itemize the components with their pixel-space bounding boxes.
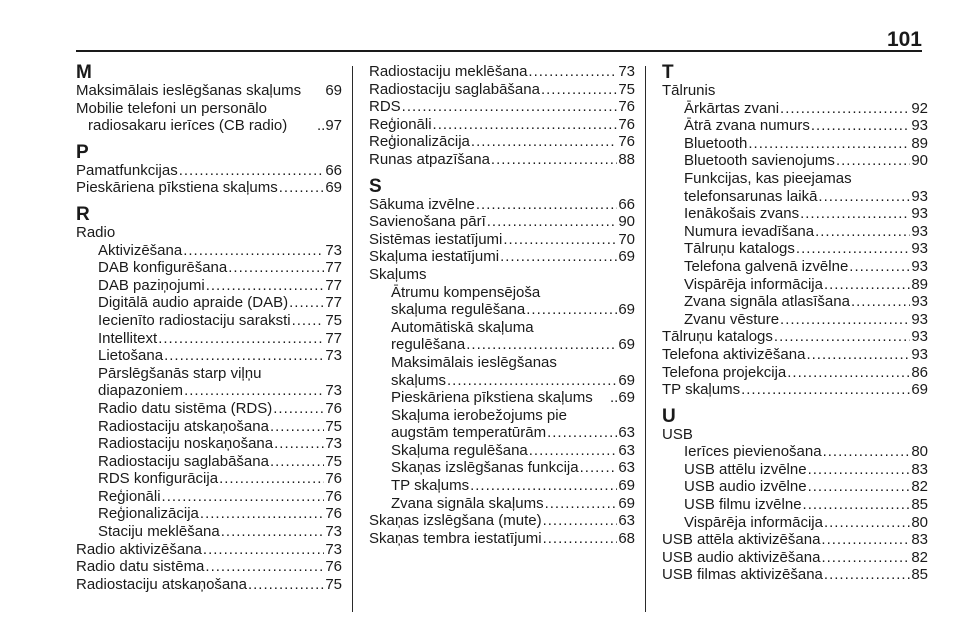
index-entry xyxy=(662,364,928,382)
entry-label: DAB paziņojumi xyxy=(98,276,205,294)
entry-page: 93 xyxy=(911,187,928,205)
index-entry xyxy=(369,213,635,231)
entry-dots xyxy=(164,347,324,365)
entry-label: USB audio aktivizēšana xyxy=(662,548,821,566)
entry-label: Iecienīto radiostaciju saraksti xyxy=(98,311,291,329)
entry-label: Skaļuma regulēšana xyxy=(391,441,528,459)
index-entry xyxy=(369,389,635,407)
entry-page: 76 xyxy=(325,558,342,576)
section-letter: R xyxy=(76,203,90,225)
index-entry xyxy=(76,576,342,594)
entry-page: 85 xyxy=(911,566,928,584)
entry-label: Skaņas izslēgšana (mute) xyxy=(369,512,542,530)
entry-page: 73 xyxy=(325,347,342,365)
entry-label: USB filmas aktivizēšana xyxy=(662,566,823,584)
entry-page: 75 xyxy=(325,575,342,593)
entry-label: Savienošana pārī xyxy=(369,213,486,231)
entry-page: 69 xyxy=(618,389,635,407)
entry-label: Telefona aktivizēšana xyxy=(662,345,806,363)
entry-label: Skaļuma iestatījumi xyxy=(369,248,500,266)
entry-page: 69 xyxy=(618,248,635,266)
index-entry xyxy=(662,531,928,549)
index-entry xyxy=(76,558,342,576)
entry-label: USB audio izvēlne xyxy=(684,478,807,496)
index-entry xyxy=(369,459,635,477)
entry-dots xyxy=(824,276,910,294)
entry-page: 89 xyxy=(911,275,928,293)
entry-dots xyxy=(248,576,324,594)
index-entry xyxy=(369,372,635,390)
index-entry xyxy=(662,496,928,514)
index-heading: Tālrunis xyxy=(662,82,716,99)
entry-label: Reģionāli xyxy=(369,115,432,133)
index-entry xyxy=(76,382,342,400)
entry-label: RDS konfigurācija xyxy=(98,470,219,488)
entry-page: 69 xyxy=(618,301,635,319)
entry-page: 63 xyxy=(618,424,635,442)
entry-page: 77 xyxy=(325,259,342,277)
index-entry xyxy=(76,453,342,471)
entry-page: 76 xyxy=(325,505,342,523)
entry-dots xyxy=(808,478,911,496)
entry-label: Ierīces pievienošana xyxy=(684,443,822,461)
entry-dots xyxy=(808,461,911,479)
section-letter: M xyxy=(76,62,92,83)
entry-dots xyxy=(543,512,618,530)
entry-dots xyxy=(203,541,324,559)
index-entry xyxy=(662,549,928,567)
index-entry xyxy=(662,346,928,364)
entry-label: skaļums xyxy=(391,371,447,389)
entry-page: 80 xyxy=(911,443,928,461)
entry-page: 80 xyxy=(911,513,928,531)
entry-page: 68 xyxy=(618,529,635,547)
entry-page: 97 xyxy=(325,117,342,135)
index-entry-line: Skaļuma ierobežojums pie xyxy=(391,406,567,424)
entry-label: Ienākošais zvans xyxy=(684,205,800,223)
index-entry xyxy=(662,328,928,346)
entry-dots: .. xyxy=(609,389,619,407)
index-entry-line: Maksimālais ieslēgšanas xyxy=(391,353,557,371)
entry-label: radiosakaru ierīces (CB radio) xyxy=(88,117,288,135)
index-entry xyxy=(369,512,635,530)
entry-dots xyxy=(184,382,324,400)
entry-label: RDS xyxy=(369,98,401,116)
entry-label: DAB konfigurēšana xyxy=(98,259,228,277)
entry-label: Radiostaciju atskaņošana xyxy=(76,575,247,593)
index-entry xyxy=(662,223,928,241)
entry-dots xyxy=(528,63,617,81)
entry-dots xyxy=(183,242,324,260)
entry-dots xyxy=(824,566,910,584)
index-column-1 xyxy=(76,63,342,593)
entry-dots xyxy=(471,133,617,151)
entry-dots xyxy=(402,98,618,116)
entry-page: 92 xyxy=(911,99,928,117)
index-entry xyxy=(76,312,342,330)
index-heading: Radio xyxy=(76,223,116,241)
index-entry xyxy=(76,400,342,418)
entry-dots xyxy=(580,459,618,477)
entry-dots xyxy=(774,328,910,346)
entry-page: 69 xyxy=(618,494,635,512)
entry-label: USB filmu izvēlne xyxy=(684,496,802,514)
entry-dots xyxy=(815,223,910,241)
entry-gap xyxy=(301,82,325,100)
index-entry-line: Automātiskā skaļuma xyxy=(391,318,534,336)
entry-dots xyxy=(803,496,911,514)
entry-dots xyxy=(279,179,325,197)
entry-label: Reģionalizācija xyxy=(369,133,470,151)
entry-dots xyxy=(206,277,325,295)
index-entry-line: Pārslēgšanās starp viļņu xyxy=(98,364,262,382)
index-entry xyxy=(662,276,928,294)
entry-label: Zvana signāla skaļums xyxy=(391,494,544,512)
entry-label: Intellitext xyxy=(98,329,158,347)
entry-page: 69 xyxy=(911,381,928,399)
index-entry xyxy=(369,196,635,214)
entry-label: Radio datu sistēma (RDS) xyxy=(98,399,273,417)
index-entry xyxy=(369,301,635,319)
entry-label: Ārkārtas zvani xyxy=(684,99,780,117)
entry-label: regulēšana xyxy=(391,336,466,354)
entry-dots xyxy=(796,240,910,258)
entry-dots xyxy=(500,248,617,266)
index-entry xyxy=(369,495,635,513)
entry-dots xyxy=(447,372,617,390)
entry-dots xyxy=(205,558,324,576)
entry-page: 76 xyxy=(618,98,635,116)
entry-label: Tālruņu katalogs xyxy=(684,240,795,258)
index-entry xyxy=(76,347,342,365)
entry-label: Radiostaciju noskaņošana xyxy=(98,435,274,453)
entry-dots xyxy=(503,231,617,249)
index-column-2 xyxy=(369,63,635,547)
entry-dots xyxy=(806,346,910,364)
entry-page: 76 xyxy=(325,399,342,417)
index-entry xyxy=(76,294,342,312)
section-letter: P xyxy=(76,141,89,163)
entry-dots xyxy=(274,435,324,453)
entry-dots xyxy=(818,188,910,206)
index-entry xyxy=(662,566,928,584)
index-entry xyxy=(662,240,928,258)
entry-label: Ātrā zvana numurs xyxy=(684,117,810,135)
entry-page: 77 xyxy=(325,294,342,312)
entry-label: TP skaļums xyxy=(391,477,470,495)
entry-label: diapazoniem xyxy=(98,382,184,400)
entry-dots xyxy=(526,301,617,319)
entry-dots xyxy=(836,152,910,170)
entry-page: 66 xyxy=(325,161,342,179)
index-entry xyxy=(662,100,928,118)
entry-dots xyxy=(470,477,617,495)
entry-page: 75 xyxy=(325,452,342,470)
entry-label: Staciju meklēšana xyxy=(98,523,220,541)
entry-label: Radiostaciju atskaņošana xyxy=(98,417,269,435)
entry-label: Vispārēja informācija xyxy=(684,513,823,531)
entry-dots xyxy=(491,151,617,169)
index-entry xyxy=(662,311,928,329)
entry-label: Radiostaciju saglabāšana xyxy=(369,80,540,98)
entry-page: 89 xyxy=(911,134,928,152)
index-entry xyxy=(76,523,342,541)
entry-label: telefonsarunas laikā xyxy=(684,187,818,205)
entry-label: Maksimālais ieslēgšanas skaļums xyxy=(76,82,302,99)
entry-page: 93 xyxy=(911,205,928,223)
entry-dots xyxy=(821,531,910,549)
index-entry xyxy=(369,336,635,354)
entry-dots xyxy=(780,100,910,118)
entry-label: Digitālā audio apraide (DAB) xyxy=(98,294,289,312)
index-entry xyxy=(76,470,342,488)
entry-page: 69 xyxy=(618,477,635,495)
entry-page: 93 xyxy=(911,222,928,240)
entry-label: Reģionalizācija xyxy=(98,505,199,523)
index-entry xyxy=(76,242,342,260)
entry-page: 69 xyxy=(618,371,635,389)
entry-page: 73 xyxy=(325,540,342,558)
entry-page: 77 xyxy=(325,276,342,294)
index-entry xyxy=(76,541,342,559)
index-entry xyxy=(662,117,928,135)
index-entry xyxy=(76,330,342,348)
column-divider xyxy=(352,66,353,612)
entry-page: 82 xyxy=(911,478,928,496)
entry-dots xyxy=(851,293,910,311)
entry-page: 73 xyxy=(325,382,342,400)
entry-page: 83 xyxy=(911,460,928,478)
entry-label: Zvanu vēsture xyxy=(684,310,780,328)
entry-page: 76 xyxy=(618,115,635,133)
index-entry-line: Ātrumu kompensējoša xyxy=(391,283,541,301)
entry-label: Telefona galvenā izvēlne xyxy=(684,257,849,275)
section-letter: S xyxy=(369,175,382,197)
index-entry xyxy=(369,98,635,116)
entry-dots xyxy=(487,213,618,231)
entry-label: Bluetooth xyxy=(684,134,748,152)
entry-label: Radiostaciju meklēšana xyxy=(369,63,528,80)
entry-label: Pieskāriena pīkstiena skaļums xyxy=(391,389,593,407)
entry-page: 88 xyxy=(618,150,635,168)
entry-label: Radio aktivizēšana xyxy=(76,540,202,558)
entry-label: Runas atpazīšana xyxy=(369,150,490,168)
index-entry xyxy=(369,81,635,99)
index-heading: USB xyxy=(662,425,693,443)
index-entry xyxy=(662,205,928,223)
entry-dots xyxy=(529,442,618,460)
entry-label: Lietošana xyxy=(98,347,164,365)
entry-dots xyxy=(823,443,911,461)
entry-label: USB attēla aktivizēšana xyxy=(662,531,821,549)
index-entry xyxy=(369,151,635,169)
entry-label: TP skaļums xyxy=(662,381,741,399)
entry-label: Aktivizēšana xyxy=(98,241,183,259)
index-entry xyxy=(369,248,635,266)
index-entry xyxy=(76,117,342,135)
index-entry xyxy=(662,293,928,311)
index-entry xyxy=(76,435,342,453)
column-divider xyxy=(645,66,646,612)
entry-label: Pieskāriena pīkstiena skaļums xyxy=(76,179,278,197)
entry-page: 73 xyxy=(618,63,635,80)
entry-page: 69 xyxy=(618,336,635,354)
entry-dots xyxy=(292,312,325,330)
entry-dots xyxy=(466,336,617,354)
entry-dots xyxy=(200,505,324,523)
index-entry xyxy=(662,514,928,532)
entry-label: Reģionāli xyxy=(98,487,161,505)
entry-label: Radiostaciju saglabāšana xyxy=(98,452,269,470)
index-entry-line: Mobilie telefoni un personālo xyxy=(76,99,267,117)
section-letter: U xyxy=(662,405,676,427)
index-entry xyxy=(369,63,635,81)
index-entry xyxy=(369,231,635,249)
entry-label: Sistēmas iestatījumi xyxy=(369,230,503,248)
index-entry xyxy=(662,258,928,276)
entry-page: 69 xyxy=(325,179,342,197)
page-number: 101 xyxy=(886,28,922,51)
entry-dots xyxy=(800,205,910,223)
entry-dots: .. xyxy=(316,117,326,135)
entry-dots xyxy=(543,530,618,548)
entry-label: Pamatfunkcijas xyxy=(76,161,178,179)
entry-dots xyxy=(162,488,325,506)
entry-page: 73 xyxy=(325,435,342,453)
entry-dots xyxy=(273,400,324,418)
index-entry xyxy=(76,277,342,295)
entry-page: 76 xyxy=(618,133,635,151)
entry-dots xyxy=(545,495,618,513)
index-entry xyxy=(662,443,928,461)
entry-page: 83 xyxy=(911,531,928,549)
entry-dots xyxy=(476,196,617,214)
entry-page: 66 xyxy=(618,195,635,213)
entry-page: 86 xyxy=(911,363,928,381)
index-entry xyxy=(369,116,635,134)
entry-page: 69 xyxy=(325,82,342,99)
entry-page: 63 xyxy=(618,512,635,530)
index-entry xyxy=(76,82,342,100)
entry-page: 93 xyxy=(911,257,928,275)
entry-page: 90 xyxy=(911,152,928,170)
entry-dots xyxy=(158,330,324,348)
entry-dots xyxy=(228,259,324,277)
entry-page: 73 xyxy=(325,241,342,259)
entry-label: Vispārēja informācija xyxy=(684,275,823,293)
entry-dots xyxy=(741,381,910,399)
entry-page: 93 xyxy=(911,240,928,258)
index-entry xyxy=(76,162,342,180)
header-rule xyxy=(76,50,922,52)
entry-dots xyxy=(270,418,324,436)
index-entry xyxy=(369,442,635,460)
entry-label: Bluetooth savienojums xyxy=(684,152,835,170)
entry-page: 73 xyxy=(325,523,342,541)
index-entry xyxy=(76,179,342,197)
entry-label: Skaņas izslēgšanas funkcija xyxy=(391,459,579,477)
entry-page: 85 xyxy=(911,496,928,514)
entry-dots xyxy=(824,514,910,532)
entry-dots xyxy=(748,135,910,153)
entry-dots xyxy=(821,549,910,567)
entry-page: 93 xyxy=(911,117,928,135)
entry-label: Telefona projekcija xyxy=(662,363,787,381)
entry-label: Tālruņu katalogs xyxy=(662,328,773,346)
entry-page: 93 xyxy=(911,345,928,363)
index-entry xyxy=(662,461,928,479)
entry-dots xyxy=(179,162,325,180)
entry-page: 75 xyxy=(325,417,342,435)
index-entry xyxy=(662,381,928,399)
entry-label: Sākuma izvēlne xyxy=(369,195,475,213)
entry-label: Skaņas tembra iestatījumi xyxy=(369,529,542,547)
entry-dots xyxy=(811,117,910,135)
entry-page: 82 xyxy=(911,548,928,566)
entry-page: 76 xyxy=(325,487,342,505)
entry-page: 90 xyxy=(618,213,635,231)
index-heading: Skaļums xyxy=(369,265,427,283)
entry-page: 93 xyxy=(911,328,928,346)
entry-page: 93 xyxy=(911,293,928,311)
entry-dots xyxy=(849,258,910,276)
entry-page: 63 xyxy=(618,441,635,459)
entry-dots xyxy=(221,523,325,541)
section-letter: T xyxy=(662,62,674,83)
index-entry xyxy=(369,477,635,495)
entry-dots xyxy=(219,470,324,488)
index-entry xyxy=(662,135,928,153)
index-column-3 xyxy=(662,63,928,584)
entry-dots xyxy=(547,424,617,442)
entry-label: skaļuma regulēšana xyxy=(391,301,526,319)
entry-dots xyxy=(780,311,910,329)
entry-page: 70 xyxy=(618,230,635,248)
entry-dots xyxy=(541,81,617,99)
entry-label: Numura ievadīšana xyxy=(684,222,815,240)
entry-dots xyxy=(270,453,324,471)
index-entry xyxy=(369,424,635,442)
index-entry xyxy=(662,152,928,170)
entry-page: 93 xyxy=(911,310,928,328)
entry-label: Zvana signāla atlasīšana xyxy=(684,293,850,311)
entry-dots xyxy=(787,364,910,382)
entry-page: 76 xyxy=(325,470,342,488)
entry-dots xyxy=(433,116,618,134)
index-entry xyxy=(369,133,635,151)
index-entry xyxy=(662,478,928,496)
entry-page: 63 xyxy=(618,459,635,477)
index-entry-line: Funkcijas, kas pieejamas xyxy=(684,169,852,187)
entry-dots xyxy=(289,294,324,312)
index-entry xyxy=(76,418,342,436)
index-entry xyxy=(76,259,342,277)
entry-label: Radio datu sistēma xyxy=(76,558,205,576)
entry-label: USB attēlu izvēlne xyxy=(684,460,807,478)
entry-label: augstām temperatūrām xyxy=(391,424,547,442)
index-entry xyxy=(662,188,928,206)
entry-page: 77 xyxy=(325,329,342,347)
entry-page: 75 xyxy=(618,80,635,98)
index-entry xyxy=(369,530,635,548)
index-entry xyxy=(76,488,342,506)
index-entry xyxy=(76,505,342,523)
entry-page: 75 xyxy=(325,311,342,329)
